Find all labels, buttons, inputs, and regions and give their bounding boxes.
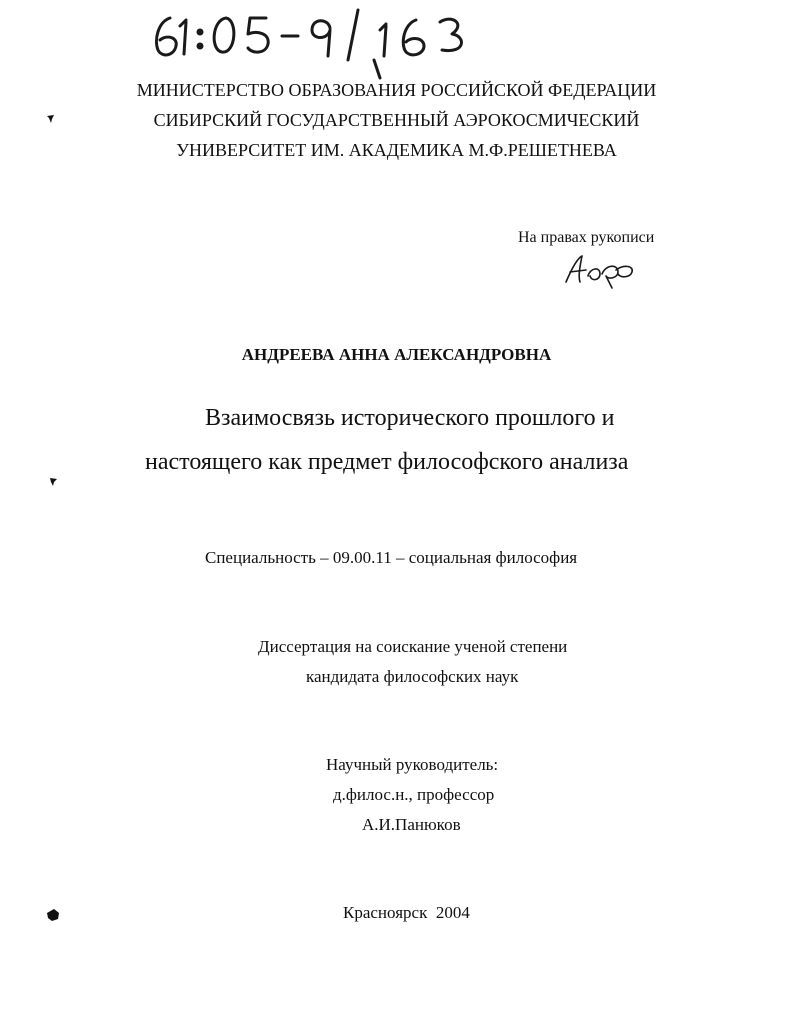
university-line-1: СИБИРСКИЙ ГОСУДАРСТВЕННЫЙ АЭРОКОСМИЧЕСКИЙ [153, 110, 640, 130]
dissertation-title-line-2: настоящего как предмет философского анализа [145, 449, 629, 475]
degree-line-2: кандидата философских наук [306, 667, 519, 686]
author-name: АНДРЕЕВА АННА АЛЕКСАНДРОВНА [241, 345, 552, 364]
supervisor-name: А.И.Панюков [362, 815, 461, 834]
specialty: Специальность – 09.00.11 – социальная философия [205, 548, 578, 567]
ink-mark [46, 908, 60, 922]
supervisor-label: Научный руководитель: [326, 755, 499, 774]
ministry-line: МИНИСТЕРСТВО ОБРАЗОВАНИЯ РОССИЙСКОЙ ФЕДЕРАЦИИ [136, 80, 657, 100]
handwritten-archive-code [148, 0, 508, 80]
supervisor-degree: д.филос.н., профессор [333, 785, 495, 804]
ink-mark [48, 476, 58, 486]
signature [560, 252, 640, 292]
place-and-year: Красноярск 2004 [343, 903, 470, 922]
degree-line-1: Диссертация на соискание ученой степени [258, 637, 568, 656]
rights-notice: На правах рукописи [518, 229, 655, 246]
university-line-2: УНИВЕРСИТЕТ ИМ. АКАДЕМИКА М.Ф.РЕШЕТНЕВА [176, 140, 617, 160]
dissertation-title-line-1: Взаимосвязь исторического прошлого и [205, 405, 615, 431]
ink-mark [46, 113, 56, 123]
